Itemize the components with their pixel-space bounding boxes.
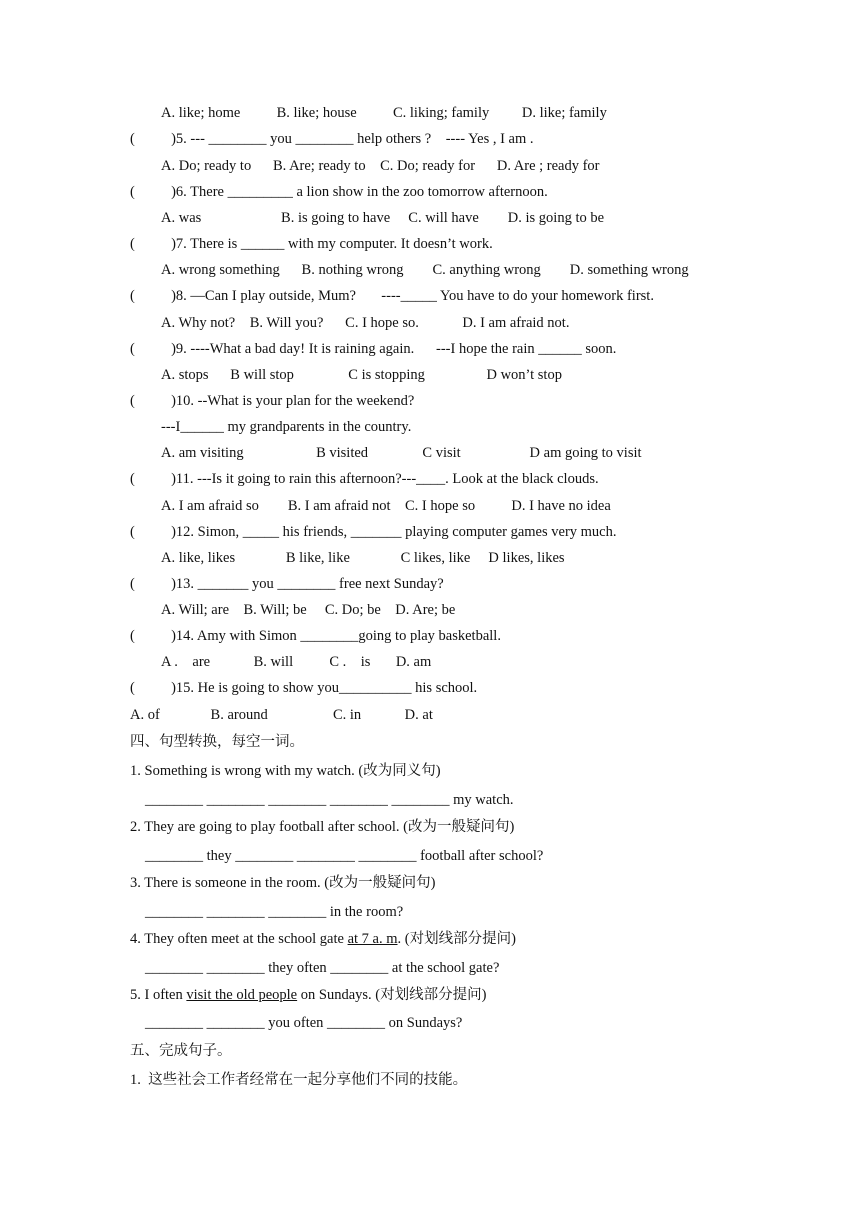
q11-options: A. I am afraid so B. I am afraid not C. I hope so D. I have no idea bbox=[161, 498, 611, 514]
q8-options: A. Why not? B. Will you? C. I hope so. D. I am afraid not. bbox=[161, 315, 570, 331]
transform-3: 3. There is someone in the room. (改为一般疑问句) bbox=[130, 875, 436, 891]
q7-options: A. wrong something B. nothing wrong C. anything wrong D. something wrong bbox=[161, 262, 689, 278]
q6-options: A. was B. is going to have C. will have D. is going to be bbox=[161, 210, 605, 226]
transform-2-answer: ________ they ________ ________ ________ football after school? bbox=[145, 848, 544, 864]
transform-2: 2. They are going to play football after school. (改为一般疑问句) bbox=[130, 819, 515, 835]
question-6: ( )6. There _________ a lion show in the zoo tomorrow afternoon. bbox=[130, 184, 548, 200]
transform-4-instruction: . (对划线部分提问) bbox=[397, 931, 516, 947]
q9-options: A. stops B will stop C is stopping D won’t stop bbox=[161, 367, 562, 383]
question-14: ( )14. Amy with Simon ________going to play basketball. bbox=[130, 628, 501, 644]
transform-5-underlined: visit the old people bbox=[186, 987, 298, 1003]
q15-options: A. of B. around C. in D. at bbox=[130, 707, 433, 723]
q12-options: A. like, likes B like, like C likes, like D likes, likes bbox=[161, 550, 565, 566]
transform-4-underlined: at 7 a. m bbox=[347, 931, 398, 947]
transform-5-text: 5. I often bbox=[130, 987, 187, 1003]
question-15: ( )15. He is going to show you__________ his school. bbox=[130, 680, 478, 696]
q4-options: A. like; home B. like; house C. liking; family D. like; family bbox=[161, 105, 607, 121]
q5-options: A. Do; ready to B. Are; ready to C. Do; ready for D. Are ; ready for bbox=[161, 158, 600, 174]
complete-sentence-1: 1. 这些社会工作者经常在一起分享他们不同的技能。 bbox=[130, 1072, 468, 1088]
transform-4-text: 4. They often meet at the school gate bbox=[130, 931, 348, 947]
question-7: ( )7. There is ______ with my computer. It doesn’t work. bbox=[130, 236, 493, 252]
question-12: ( )12. Simon, _____ his friends, _______ playing computer games very much. bbox=[130, 524, 617, 540]
transform-5-answer: ________ ________ you often ________ on Sundays? bbox=[145, 1015, 463, 1031]
question-10: ( )10. --What is your plan for the weekend? bbox=[130, 393, 415, 409]
section-5-heading: 五、完成句子。 bbox=[130, 1043, 232, 1059]
transform-4 bbox=[130, 930, 516, 948]
transform-4-answer: ________ ________ they often ________ at the school gate? bbox=[145, 960, 500, 976]
question-10-line2: ---I______ my grandparents in the country. bbox=[161, 419, 412, 435]
q10-options: A. am visiting B visited C visit D am going to visit bbox=[161, 445, 642, 461]
question-9: ( )9. ----What a bad day! It is raining again. ---I hope the rain ______ soon. bbox=[130, 341, 617, 357]
section-4-heading: 四、句型转换，每空一词。 bbox=[130, 734, 304, 750]
q13-options: A. Will; are B. Will; be C. Do; be D. Are; be bbox=[161, 602, 456, 618]
question-13: ( )13. _______ you ________ free next Sunday? bbox=[130, 576, 444, 592]
transform-1-answer: ________ ________ ________ ________ ________ my watch. bbox=[145, 792, 514, 808]
transform-5 bbox=[130, 986, 486, 1004]
transform-3-answer: ________ ________ ________ in the room? bbox=[145, 904, 404, 920]
question-8: ( )8. —Can I play outside, Mum? ----_____ You have to do your homework first. bbox=[130, 288, 654, 304]
transform-5-instruction: on Sundays. (对划线部分提问) bbox=[297, 987, 487, 1003]
question-11: ( )11. ---Is it going to rain this afternoon?---____. Look at the black clouds. bbox=[130, 471, 599, 487]
question-5: ( )5. --- ________ you ________ help others ? ---- Yes , I am . bbox=[130, 131, 534, 147]
transform-1: 1. Something is wrong with my watch. (改为同义句) bbox=[130, 763, 441, 779]
q14-options: A . are B. will C . is D. am bbox=[161, 654, 432, 670]
